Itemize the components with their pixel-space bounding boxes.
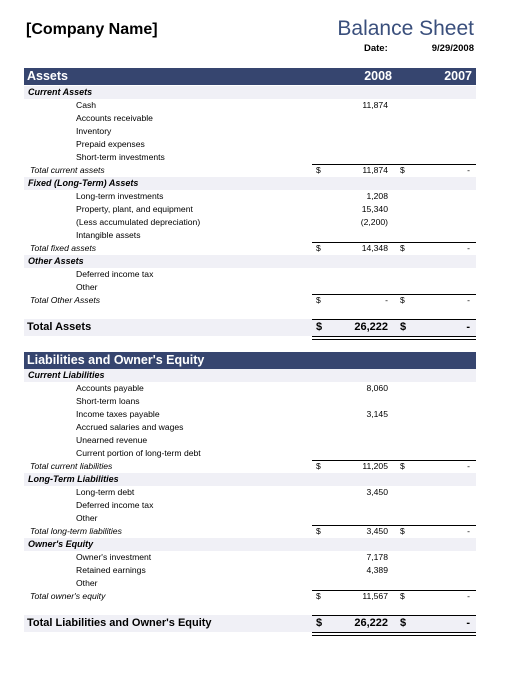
total-value-2007: - <box>467 526 470 536</box>
subsection-other-assets <box>24 255 476 268</box>
row-value-2008: 4,389 <box>366 565 388 575</box>
total-value-2008: 11,567 <box>362 591 388 601</box>
row-label: Unearned revenue <box>76 435 148 445</box>
table-row <box>24 190 476 203</box>
subsection-current-assets <box>24 86 476 99</box>
row-label: Short-term loans <box>76 396 140 406</box>
row-label: Accrued salaries and wages <box>76 422 184 432</box>
total-row <box>24 590 476 603</box>
row-label: Retained earnings <box>76 565 146 575</box>
currency-symbol: $ <box>400 295 405 305</box>
total-value-2008: 11,205 <box>362 461 388 471</box>
company-name: [Company Name] <box>26 21 158 38</box>
table-row <box>24 382 476 395</box>
table-row <box>24 408 476 421</box>
row-label: Owner's investment <box>76 552 152 562</box>
currency-symbol: $ <box>316 526 321 536</box>
currency-symbol: $ <box>316 461 321 471</box>
row-label: Long-term debt <box>76 487 135 497</box>
subsection-label: Long-Term Liabilities <box>28 474 119 484</box>
total-value-2008: 14,348 <box>361 243 388 253</box>
row-value-2008: (2,200) <box>360 217 388 227</box>
currency-symbol: $ <box>400 165 405 175</box>
table-row <box>24 216 476 229</box>
subsection-fixed-assets <box>24 177 476 190</box>
currency-symbol: $ <box>316 617 323 629</box>
currency-symbol: $ <box>400 591 405 601</box>
total-liabilities-equity-row <box>24 615 476 632</box>
total-liabilities-equity-label: Total Liabilities and Owner's Equity <box>27 617 212 629</box>
row-label: Deferred income tax <box>76 269 154 279</box>
year-2008-header: 2008 <box>364 69 392 83</box>
total-value-2007: - <box>467 243 470 253</box>
table-row <box>24 434 476 447</box>
row-label: Property, plant, and equipment <box>76 204 193 214</box>
total-value-2008: - <box>385 295 388 305</box>
table-row <box>24 229 476 242</box>
row-value-2008: 3,450 <box>366 487 388 497</box>
total-liabilities-equity-2007: - <box>466 617 470 629</box>
total-row <box>24 294 476 307</box>
total-row <box>24 242 476 255</box>
currency-symbol: $ <box>400 461 405 471</box>
row-value-2008: 15,340 <box>361 204 388 214</box>
currency-symbol: $ <box>316 165 321 175</box>
total-row <box>24 164 476 177</box>
liabilities-section-header <box>24 352 476 369</box>
table-row <box>24 421 476 434</box>
row-label: Current portion of long-term debt <box>76 448 201 458</box>
total-row <box>24 525 476 538</box>
year-2007-header: 2007 <box>444 69 472 83</box>
currency-symbol: $ <box>400 243 405 253</box>
subsection-label: Owner's Equity <box>28 539 94 549</box>
liabilities-heading: Liabilities and Owner's Equity <box>27 353 205 367</box>
subsection-owners-equity <box>24 538 476 551</box>
row-label: (Less accumulated depreciation) <box>76 217 201 227</box>
total-label: Total long-term liabilities <box>30 526 122 536</box>
assets-heading: Assets <box>27 69 68 83</box>
row-label: Short-term investments <box>76 152 165 162</box>
row-label: Other <box>76 578 98 588</box>
total-assets-label: Total Assets <box>27 321 92 333</box>
assets-section-header <box>24 68 476 85</box>
row-value-2008: 1,208 <box>366 191 388 201</box>
page-title: Balance Sheet <box>337 17 474 40</box>
row-label: Deferred income tax <box>76 500 154 510</box>
total-liabilities-equity-2008: 26,222 <box>354 617 388 629</box>
currency-symbol: $ <box>400 321 407 333</box>
table-row <box>24 447 476 460</box>
total-label: Total owner's equity <box>30 591 106 601</box>
row-label: Accounts receivable <box>76 113 153 123</box>
currency-symbol: $ <box>316 591 321 601</box>
date-label: Date: <box>364 43 388 54</box>
total-row <box>24 460 476 473</box>
table-row <box>24 138 476 151</box>
table-row <box>24 125 476 138</box>
row-value-2008: 8,060 <box>366 383 388 393</box>
date-value: 9/29/2008 <box>431 43 474 54</box>
table-row <box>24 564 476 577</box>
total-value-2007: - <box>467 591 470 601</box>
table-row <box>24 99 476 112</box>
table-row <box>24 268 476 281</box>
subsection-label: Other Assets <box>28 256 84 266</box>
row-value-2008: 3,145 <box>366 409 388 419</box>
subsection-long-term-liabilities <box>24 473 476 486</box>
subsection-label: Current Assets <box>28 87 93 97</box>
row-label: Long-term investments <box>76 191 164 201</box>
row-label: Income taxes payable <box>76 409 160 419</box>
currency-symbol: $ <box>400 617 407 629</box>
table-row <box>24 112 476 125</box>
total-label: Total Other Assets <box>30 295 101 305</box>
table-row <box>24 577 476 590</box>
total-assets-2007: - <box>466 321 470 333</box>
total-value-2007: - <box>467 295 470 305</box>
total-value-2008: 3,450 <box>366 526 388 536</box>
row-label: Inventory <box>76 126 112 136</box>
table-row <box>24 499 476 512</box>
table-row <box>24 512 476 525</box>
currency-symbol: $ <box>316 295 321 305</box>
total-assets-2008: 26,222 <box>354 321 388 333</box>
total-assets-row <box>24 319 476 336</box>
row-label: Other <box>76 513 98 523</box>
currency-symbol: $ <box>316 321 323 333</box>
total-value-2008: 11,874 <box>362 165 388 175</box>
table-row <box>24 551 476 564</box>
subsection-label: Current Liabilities <box>28 370 105 380</box>
currency-symbol: $ <box>400 526 405 536</box>
subsection-label: Fixed (Long-Term) Assets <box>28 178 139 188</box>
row-value-2008: 7,178 <box>366 552 388 562</box>
row-label: Accounts payable <box>76 383 144 393</box>
table-row <box>24 203 476 216</box>
row-value-2008: 11,874 <box>362 100 388 110</box>
total-label: Total current liabilities <box>30 461 113 471</box>
total-label: Total current assets <box>30 165 105 175</box>
row-label: Other <box>76 282 98 292</box>
table-row <box>24 151 476 164</box>
total-value-2007: - <box>467 461 470 471</box>
currency-symbol: $ <box>316 243 321 253</box>
row-label: Prepaid expenses <box>76 139 145 149</box>
table-row <box>24 395 476 408</box>
subsection-current-liabilities <box>24 369 476 382</box>
table-row <box>24 281 476 294</box>
total-label: Total fixed assets <box>30 243 97 253</box>
row-label: Intangible assets <box>76 230 141 240</box>
table-row <box>24 486 476 499</box>
total-value-2007: - <box>467 165 470 175</box>
row-label: Cash <box>76 100 97 110</box>
